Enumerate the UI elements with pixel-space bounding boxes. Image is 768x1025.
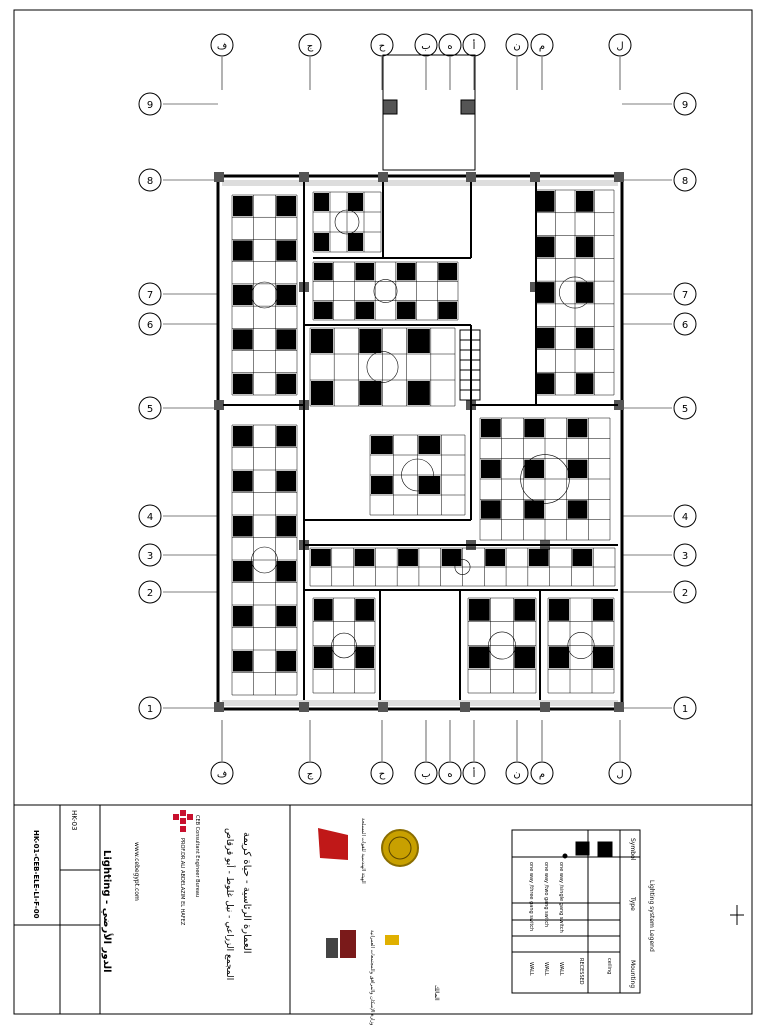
recessed-light-fixture [481, 460, 501, 478]
recessed-light-fixture [314, 233, 329, 251]
recessed-light-fixture [355, 599, 374, 621]
ministry-seal-icon [382, 830, 418, 866]
recessed-light-fixture [576, 328, 594, 349]
recessed-light-fixture [537, 328, 555, 349]
recessed-light-fixture [537, 282, 555, 303]
ministry-name: وزارة الإسكان والمرافق والمجتمعات العمرانية [369, 930, 375, 1025]
recessed-light-fixture [408, 329, 430, 353]
grid-row-label: 2 [681, 588, 689, 599]
recessed-light-fixture [359, 381, 381, 405]
legend-row-mount-2: WALL [558, 962, 564, 976]
recessed-light-fixture [397, 302, 416, 319]
recessed-light-fixture [311, 549, 331, 566]
grid-col-label: ه [447, 769, 453, 780]
recessed-light-fixture [576, 373, 594, 394]
grid-col-label: ن [513, 41, 521, 52]
light-symbol-2 [576, 842, 589, 855]
recessed-light-fixture [371, 436, 393, 454]
grid-col-label: أ [472, 769, 476, 780]
grid-row-label: 4 [146, 512, 154, 523]
recessed-light-fixture [276, 561, 296, 582]
recessed-light-fixture [469, 647, 490, 669]
recessed-light-fixture [481, 419, 501, 437]
grid-row-label: 8 [146, 176, 154, 187]
recessed-light-fixture [549, 599, 569, 621]
owner-label: المالك [433, 985, 440, 1001]
recessed-light-fixture [355, 647, 374, 669]
grid-row-label: 3 [146, 551, 154, 562]
grid-row-label: 9 [681, 100, 689, 111]
recessed-light-fixture [576, 191, 594, 212]
recessed-light-fixture [537, 373, 555, 394]
legend-row-type-3: one way /two gang switch [543, 862, 549, 928]
recessed-light-fixture [276, 240, 296, 260]
recessed-light-fixture [398, 549, 418, 566]
grid-row-label: 3 [681, 551, 689, 562]
recessed-light-symbol [598, 842, 612, 856]
recessed-light-fixture [348, 193, 363, 211]
recessed-light-fixture [276, 426, 296, 447]
recessed-light-fixture [233, 471, 253, 492]
recessed-light-fixture [355, 302, 374, 319]
recessed-light-fixture [576, 237, 594, 258]
recessed-light-fixture [233, 561, 253, 582]
grid-col-label: ن [513, 769, 521, 780]
recessed-light-fixture [481, 500, 501, 518]
grid-col-label: أ [472, 41, 476, 52]
legend-row-mount-4: WALL [528, 962, 534, 976]
grid-row-label: 5 [681, 404, 689, 415]
recessed-light-fixture [593, 599, 613, 621]
legend-row-type-2: one way /single gang switch [558, 862, 564, 933]
recessed-light-fixture [311, 381, 333, 405]
recessed-light-fixture [276, 374, 296, 394]
north-arrow-icon [730, 905, 744, 925]
recessed-light-fixture [314, 647, 333, 669]
legend-title: Lighting system Legend [648, 880, 655, 952]
consultant-name: CEB Consultant Engineer Bureau [194, 815, 200, 898]
recessed-light-fixture [537, 191, 555, 212]
recessed-light-fixture [233, 329, 253, 349]
recessed-light-fixture [537, 237, 555, 258]
recessed-light-fixture [514, 647, 535, 669]
recessed-light-fixture [419, 476, 441, 494]
grid-col-label: م [538, 41, 546, 52]
recessed-light-fixture [314, 599, 333, 621]
drawing-title: Lighting - الدور الأرضي [101, 850, 112, 973]
recessed-light-fixture [371, 476, 393, 494]
recessed-light-fixture [568, 460, 588, 478]
recessed-light-fixture [233, 285, 253, 305]
recessed-light-fixture [514, 599, 535, 621]
recessed-light-fixture [438, 263, 457, 280]
recessed-light-fixture [355, 263, 374, 280]
recessed-light-fixture [233, 196, 253, 216]
recessed-light-fixture [276, 285, 296, 305]
grid-col-label: ف [216, 769, 228, 780]
recessed-light-fixture [233, 651, 253, 672]
recessed-light-fixture [348, 233, 363, 251]
legend-row-mount-3: WALL [543, 962, 549, 976]
grid-col-label: ح [378, 41, 386, 52]
recessed-light-fixture [311, 329, 333, 353]
engineering-authority-label: الهيئة الهندسية للقوات المسلحة [360, 818, 366, 884]
project-title: العمارة الرئاسية - حياة كريمة [241, 832, 252, 954]
consultant-professor: PROF.DR.ALI ABDELAZIM EL HAFEZ [179, 838, 185, 926]
recessed-light-fixture [568, 500, 588, 518]
legend-row-type-4: one way /three gang switch [528, 862, 534, 932]
recessed-light-fixture [233, 374, 253, 394]
legend-header-symbol: Symbol [629, 838, 636, 861]
recessed-light-fixture [359, 329, 381, 353]
grid-row-label: 7 [681, 290, 689, 301]
legend-row-mount-1: ceiling [606, 958, 612, 975]
recessed-light-fixture [593, 647, 613, 669]
legend-row-type-1: RECESSED [578, 958, 584, 985]
grid-col-label: ب [421, 41, 431, 52]
legend-header-type: Type [629, 897, 636, 911]
recessed-light-fixture [408, 381, 430, 405]
recessed-light-fixture [438, 302, 457, 319]
grid-row-label: 8 [681, 176, 689, 187]
owner-logos [318, 828, 418, 958]
recessed-light-fixture [276, 329, 296, 349]
grid-col-label: ب [421, 769, 431, 780]
recessed-light-fixture [568, 419, 588, 437]
grid-col-label: ل [616, 769, 624, 780]
grid-row-label: 9 [146, 100, 154, 111]
ministry-logo-icon [385, 935, 399, 945]
recessed-light-fixture [314, 263, 333, 280]
recessed-light-fixture [233, 606, 253, 627]
grid-row-label: 4 [681, 512, 689, 523]
engineering-authority-logo [318, 828, 348, 860]
legend-header-mounting: Mounting [629, 960, 636, 989]
grid-row-label: 6 [681, 320, 689, 331]
project-subtitle: المجمع الزراعي - نيل غلوط - أبو قرقاص [224, 828, 234, 981]
recessed-light-fixture [276, 606, 296, 627]
grid-row-label: 6 [146, 320, 154, 331]
recessed-light-fixture [314, 193, 329, 211]
recessed-light-fixture [233, 426, 253, 447]
grid-col-label: ل [616, 41, 624, 52]
recessed-light-fixture [314, 302, 333, 319]
building-logo-icon [340, 930, 356, 958]
recessed-light-fixture [572, 549, 592, 566]
grid-col-label: ج [306, 41, 314, 52]
recessed-light-fixture [355, 549, 375, 566]
sheet-code: HK-01-CEB-ELE-LI-F-00 [32, 830, 40, 919]
ceb-logo [173, 810, 193, 832]
grid-col-label: ه [447, 41, 453, 52]
grid-row-label: 5 [146, 404, 154, 415]
grid-col-label: م [538, 769, 546, 780]
recessed-light-fixture [276, 196, 296, 216]
recessed-light-fixture [276, 471, 296, 492]
drawing-number: HK-03 [70, 810, 78, 831]
grid-row-label: 1 [681, 704, 689, 715]
switch-symbol-icon [563, 854, 567, 858]
recessed-light-fixture [276, 651, 296, 672]
grid-row-label: 2 [146, 588, 154, 599]
recessed-light-fixture [419, 436, 441, 454]
recessed-light-fixture [524, 419, 544, 437]
recessed-light-fixture [529, 549, 549, 566]
grid-col-label: ج [306, 769, 314, 780]
ceiling-grids [232, 190, 615, 695]
recessed-light-fixture [469, 599, 490, 621]
recessed-light-fixture [442, 549, 462, 566]
recessed-light-fixture [549, 647, 569, 669]
grid-row-label: 1 [146, 704, 154, 715]
recessed-light-fixture [397, 263, 416, 280]
recessed-light-fixture [233, 516, 253, 537]
consultant-website: www.cebegypt.com [133, 842, 140, 901]
recessed-light-fixture [485, 549, 505, 566]
recessed-light-fixture [276, 516, 296, 537]
grid-col-label: ح [378, 769, 386, 780]
grid-row-label: 7 [146, 290, 154, 301]
grid-col-label: ف [216, 41, 228, 52]
recessed-light-fixture [233, 240, 253, 260]
